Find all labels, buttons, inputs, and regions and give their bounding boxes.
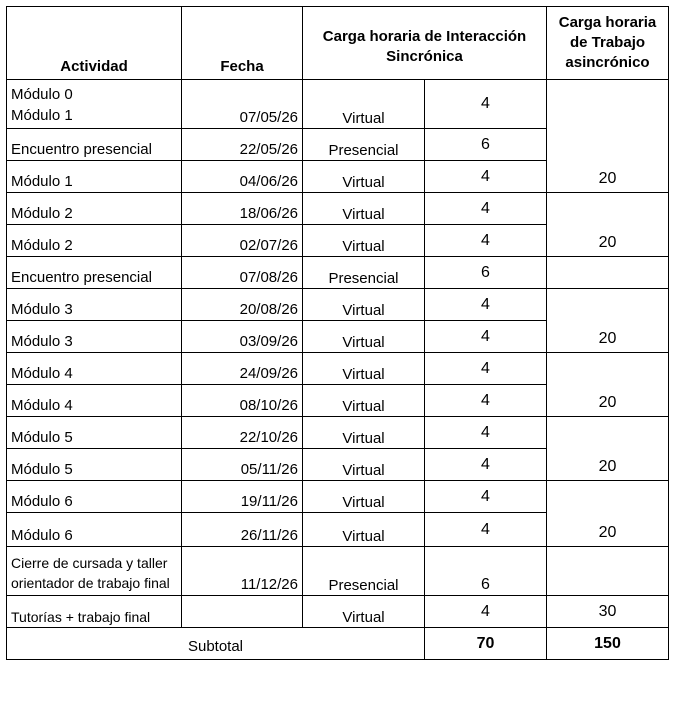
activity-cell: Módulo 5 <box>7 417 182 449</box>
date-cell: 07/05/26 <box>182 80 303 129</box>
header-actividad: Actividad <box>7 7 182 80</box>
activity-line: Cierre de cursada y taller <box>11 555 168 571</box>
date-cell: 03/09/26 <box>182 321 303 353</box>
date-cell: 22/10/26 <box>182 417 303 449</box>
async-hours-cell: 20 <box>547 80 669 193</box>
table-row <box>7 417 669 449</box>
activity-cell: Módulo 2 <box>7 193 182 225</box>
subtotal-row <box>7 628 669 660</box>
mode-cell: Virtual <box>303 225 425 257</box>
table-row <box>7 289 669 321</box>
table-row <box>7 481 669 513</box>
header-asincronica: Carga horaria de Trabajo asincrónico <box>547 7 669 80</box>
header-sincronica: Carga horaria de Interacción Sincrónica <box>303 7 547 80</box>
mode-cell: Virtual <box>303 417 425 449</box>
date-cell: 18/06/26 <box>182 193 303 225</box>
hours-cell: 4 <box>425 481 547 513</box>
async-hours-cell: 20 <box>547 289 669 353</box>
subtotal-sincronica: 70 <box>425 628 547 660</box>
schedule-table <box>6 6 669 660</box>
async-hours-cell: 20 <box>547 417 669 481</box>
hours-cell: 4 <box>425 417 547 449</box>
hours-cell: 6 <box>425 129 547 161</box>
activity-cell: Encuentro presencial <box>7 129 182 161</box>
activity-cell: Encuentro presencial <box>7 257 182 289</box>
date-cell: 24/09/26 <box>182 353 303 385</box>
hours-cell: 4 <box>425 449 547 481</box>
table-row <box>7 80 669 129</box>
subtotal-label: Subtotal <box>7 628 425 660</box>
mode-cell: Virtual <box>303 385 425 417</box>
hours-cell: 4 <box>425 225 547 257</box>
mode-cell: Virtual <box>303 449 425 481</box>
date-cell: 07/08/26 <box>182 257 303 289</box>
activity-line: orientador de trabajo final <box>11 575 170 591</box>
activity-cell: Módulo 1 <box>7 161 182 193</box>
activity-line: Módulo 0 <box>11 86 73 103</box>
date-cell: 22/05/26 <box>182 129 303 161</box>
mode-cell: Virtual <box>303 289 425 321</box>
activity-cell: Módulo 6 <box>7 513 182 547</box>
table-row <box>7 193 669 225</box>
mode-cell: Virtual <box>303 161 425 193</box>
table-row <box>7 596 669 628</box>
header-row <box>7 7 669 80</box>
async-empty-cell <box>547 257 669 289</box>
mode-cell: Virtual <box>303 513 425 547</box>
table-row <box>7 257 669 289</box>
activity-cell: Módulo 5 <box>7 449 182 481</box>
hours-cell: 4 <box>425 161 547 193</box>
date-cell: 26/11/26 <box>182 513 303 547</box>
activity-cell <box>7 80 182 129</box>
date-cell: 11/12/26 <box>182 547 303 596</box>
mode-cell: Presencial <box>303 547 425 596</box>
subtotal-asincronica: 150 <box>547 628 669 660</box>
date-cell: 20/08/26 <box>182 289 303 321</box>
mode-cell: Virtual <box>303 596 425 628</box>
hours-cell: 4 <box>425 289 547 321</box>
table-row <box>7 547 669 596</box>
date-cell: 04/06/26 <box>182 161 303 193</box>
date-cell <box>182 596 303 628</box>
activity-cell: Módulo 3 <box>7 321 182 353</box>
header-fecha: Fecha <box>182 7 303 80</box>
date-cell: 02/07/26 <box>182 225 303 257</box>
hours-cell: 4 <box>425 353 547 385</box>
hours-cell: 6 <box>425 257 547 289</box>
date-cell: 05/11/26 <box>182 449 303 481</box>
activity-cell: Módulo 2 <box>7 225 182 257</box>
hours-cell: 4 <box>425 596 547 628</box>
activity-cell: Módulo 6 <box>7 481 182 513</box>
activity-cell: Módulo 3 <box>7 289 182 321</box>
async-hours-cell: 20 <box>547 481 669 547</box>
activity-cell: Tutorías + trabajo final <box>7 596 182 628</box>
hours-cell: 4 <box>425 385 547 417</box>
async-empty-cell <box>547 547 669 596</box>
activity-cell: Módulo 4 <box>7 385 182 417</box>
date-cell: 08/10/26 <box>182 385 303 417</box>
activity-cell <box>7 547 182 596</box>
hours-cell: 4 <box>425 321 547 353</box>
activity-cell: Módulo 4 <box>7 353 182 385</box>
mode-cell: Virtual <box>303 193 425 225</box>
async-hours-cell: 20 <box>547 193 669 257</box>
mode-cell: Presencial <box>303 129 425 161</box>
mode-cell: Virtual <box>303 353 425 385</box>
mode-cell: Virtual <box>303 321 425 353</box>
async-hours-cell: 30 <box>547 596 669 628</box>
mode-cell: Virtual <box>303 80 425 129</box>
async-hours-cell: 20 <box>547 353 669 417</box>
mode-cell: Presencial <box>303 257 425 289</box>
hours-cell: 6 <box>425 547 547 596</box>
table-row <box>7 353 669 385</box>
hours-cell: 4 <box>425 80 547 129</box>
hours-cell: 4 <box>425 193 547 225</box>
hours-cell: 4 <box>425 513 547 547</box>
activity-line: Módulo 1 <box>11 107 73 124</box>
date-cell: 19/11/26 <box>182 481 303 513</box>
mode-cell: Virtual <box>303 481 425 513</box>
